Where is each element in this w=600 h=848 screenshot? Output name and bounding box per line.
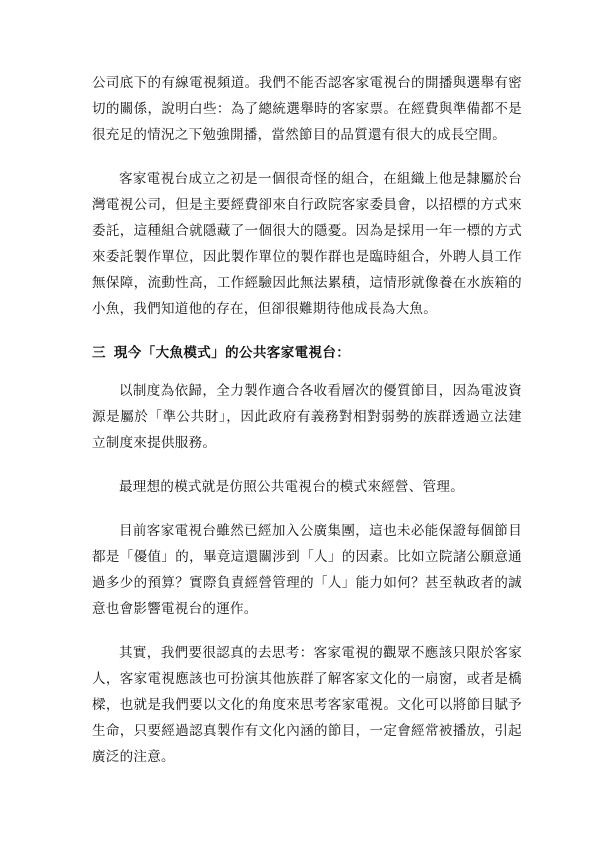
paragraph-continued: 公司底下的有線電視頻道。我們不能否認客家電視台的開播與選舉有密切的關係，說明白些：為了總統選舉時的客家票。在經費與準備都不是很充足的情況之下勉強開播，當然節目的品質還有很大的成長空間。 (92, 75, 522, 143)
paragraph-current-status: 目前客家電視台雖然已經加入公廣集團，這也未必能保證每個節目都是「優值」的，畢竟這還關涉到「人」的因素。比如立院諸公願意通過多少的預算？實際負責經營管理的「人」能力如何？甚至執政者的誠意也會影響電視台的運作。 (92, 523, 522, 617)
section-title: 現今「大魚模式」的公共客家電視台： (113, 345, 351, 361)
section-number: 三 (92, 345, 106, 361)
section-heading (92, 340, 522, 366)
paragraph-ideal-model: 最理想的模式就是仿照公共電視台的模式來經營、管理。 (119, 479, 464, 495)
paragraph-station-origin: 客家電視台成立之初是一個很奇怪的組合，在組織上他是隸屬於台灣電視公司，但是主要經費卻來自行政院客家委員會，以招標的方式來委託，這種組合就隱藏了一個很大的隱憂。因為是採用一年一標的方式來委託製作單位，因此製作單位的製作群也是臨時組合，外聘人員工作無保障，流動性高，工作經驗因此無法累積，這情形就像養在水族箱的小魚，我們知道他的存在，但卻很難期待他成長為大魚。 (92, 171, 522, 317)
paragraph-reflection: 其實，我們要很認真的去思考：客家電視的觀眾不應該只限於客家人，客家電視應該也可扮演其他族群了解客家文化的一扇窗，或者是橋樑，也就是我們要以文化的角度來思考客家電視。文化可以將節目賦予生命，只要經過認真製作有文化內涵的節目，一定會經常被播放，引起廣泛的注意。 (92, 645, 522, 765)
paragraph-institution: 以制度為依歸，全力製作適合各收看層次的優質節目，因為電波資源是屬於「準公共財」，因此政府有義務對相對弱勢的族群透過立法建立制度來提供服務。 (92, 383, 522, 451)
document-body (92, 70, 522, 788)
